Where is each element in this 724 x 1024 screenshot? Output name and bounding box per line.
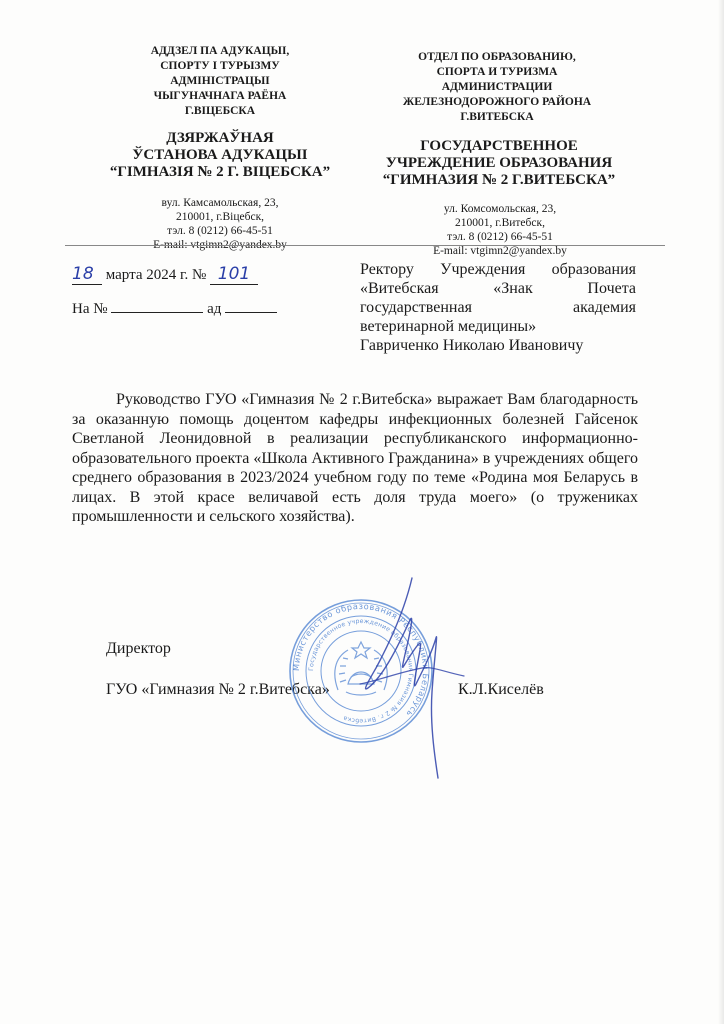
- address-line: ул. Комсомольская, 23,: [443, 203, 557, 215]
- header-line: Г.ВІЦЕБСКА: [184, 105, 256, 117]
- addressee-line: «Витебская «Знак Почета: [360, 280, 636, 297]
- address-line: E-mail: vtgimn2@yandex.by: [153, 239, 287, 251]
- header-line: АДМИНИСТРАЦИИ: [441, 81, 553, 93]
- addressee-line: государственная академия: [360, 299, 636, 316]
- header-right-institution: [368, 138, 630, 189]
- seal-outer-text: Министерство образования Республики Беларусь: [290, 600, 432, 720]
- institution-line: ГОСУДАРСТВЕННОЕ: [420, 138, 578, 154]
- institution-line: ЎСТАНОВА АДУКАЦЫІ: [132, 147, 308, 163]
- ref-date-blank: [225, 298, 277, 313]
- header-line: ЧЫГУНАЧНАГА РАЁНА: [153, 90, 287, 102]
- addressee-line: ветеринарной медицины»: [360, 318, 537, 335]
- handwritten-day: 18: [72, 264, 94, 284]
- header-left-address: [110, 196, 330, 252]
- date-month-year: марта 2024 г. №: [105, 267, 207, 283]
- header-left-department: [108, 44, 332, 119]
- reference-line: [72, 298, 277, 318]
- scan-edge-shadow: [718, 0, 724, 1024]
- header-line: ОТДЕЛ ПО ОБРАЗОВАНИЮ,: [418, 51, 576, 63]
- signer-organization: ГУО «Гимназия № 2 г.Витебска»: [106, 681, 330, 698]
- addressee-line: Ректору Учреждения образования: [360, 261, 636, 278]
- institution-line: УЧРЕЖДЕНИЕ ОБРАЗОВАНИЯ: [385, 155, 613, 171]
- doc-number-field: [210, 265, 258, 285]
- address-line: E-mail: vtgimn2@yandex.by: [433, 245, 567, 257]
- registration-date-line: [72, 265, 258, 285]
- institution-line: ДЗЯРЖАЎНАЯ: [166, 130, 274, 146]
- seal-inner-text: Государственное учреждение образования Гимназия № 2 г. Витебска: [307, 617, 415, 725]
- ref-mid: ад: [207, 301, 222, 317]
- date-day-field: [72, 265, 102, 285]
- header-left-institution: [80, 130, 360, 181]
- addressee-block: [360, 260, 636, 355]
- institution-line: “ГІМНАЗІЯ № 2 Г. ВІЦЕБСКА”: [109, 164, 331, 180]
- address-line: тэл. 8 (0212) 66-45-51: [447, 231, 553, 243]
- header-right-address: [390, 202, 610, 258]
- header-line: СПОРТА И ТУРИЗМА: [436, 66, 558, 78]
- handwritten-signature: [340, 572, 480, 782]
- header-line: АДДЗЕЛ ПА АДУКАЦЫІ,: [150, 45, 290, 57]
- address-line: 210001, г.Віцебск,: [175, 211, 265, 223]
- handwritten-number: 101: [217, 264, 251, 284]
- header-divider: [65, 245, 665, 246]
- header-line: СПОРТУ І ТУРЫЗМУ: [160, 60, 280, 72]
- header-right-department: [384, 50, 610, 125]
- header-line: Г.ВИТЕБСКА: [460, 111, 534, 123]
- ref-number-blank: [111, 298, 203, 313]
- signer-name: К.Л.Киселёв: [458, 681, 544, 698]
- ref-prefix: На №: [72, 301, 108, 317]
- letter-body: Руководство ГУО «Гимназия № 2 г.Витебска» выражает Вам благодарность за оказанную помощь доцентом кафедры инфекционных болезней Гайсенок Светланой Леонидовной в реализации республиканского информационно-образовательного проекта «Школа Активного Гражданина» в учреждениях общего среднего образования в 2023/2024 учебном году по теме «Родина моя Беларусь в лицах. В этой красе величавой есть доля труда моего» (о тружениках промышленности и сельского хозяйства).: [72, 391, 638, 525]
- institution-line: “ГИМНАЗИЯ № 2 Г.ВИТЕБСКА”: [382, 172, 616, 188]
- header-line: АДМІНІСТРАЦЫІ: [170, 75, 270, 87]
- header-line: ЖЕЛЕЗНОДОРОЖНОГО РАЙОНА: [402, 96, 592, 108]
- address-line: 210001, г.Витебск,: [455, 217, 545, 229]
- address-line: тэл. 8 (0212) 66-45-51: [167, 225, 273, 237]
- address-line: вул. Камсамольская, 23,: [161, 197, 279, 209]
- addressee-line: Гавриченко Николаю Ивановичу: [360, 337, 584, 354]
- signer-position: Директор: [106, 640, 171, 657]
